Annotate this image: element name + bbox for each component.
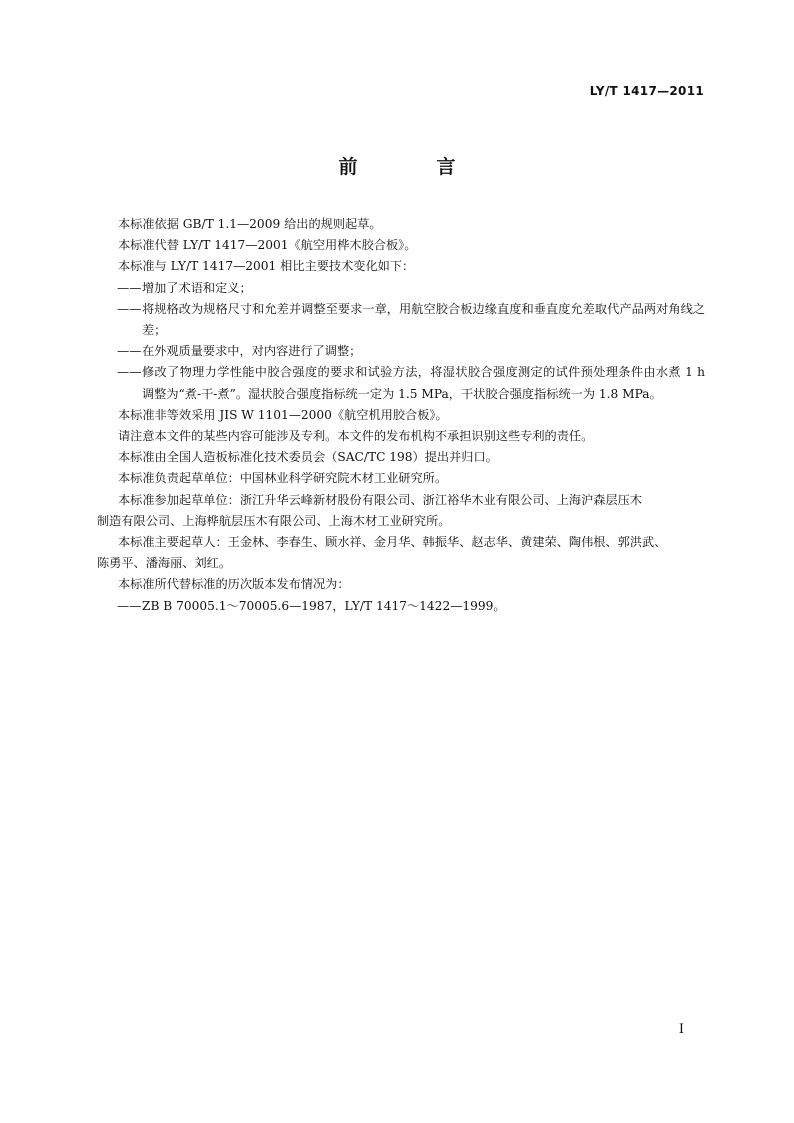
list-item-text: 在外观质量要求中，对内容进行了调整； xyxy=(142,344,362,359)
page-number: I xyxy=(678,1022,684,1037)
paragraph-changes-intro: 本标准与 LY/T 1417—2001 相比主要技术变化如下： xyxy=(118,259,415,274)
paragraph-drafters-cont: 陈勇平、潘海丽、刘红。 xyxy=(97,556,232,571)
list-item xyxy=(117,362,705,404)
paragraph-drafting-rules: 本标准依据 GB/T 1.1—2009 给出的规则起草。 xyxy=(118,217,382,231)
paragraph-lead-drafter: 本标准负责起草单位：中国林业科学研究院木材工业研究所。 xyxy=(118,471,448,486)
list-item-text: ZB B 70005.1～70005.6—1987，LY/T 1417～1422—1999。 xyxy=(142,598,506,613)
dash-mark: —— xyxy=(117,344,142,359)
dash-mark: —— xyxy=(117,365,142,380)
page-title: 前 言 xyxy=(338,156,486,178)
dash-mark: —— xyxy=(117,301,142,316)
standard-code: LY/T 1417—2011 xyxy=(589,84,704,98)
paragraph-drafters: 本标准主要起草人：王金林、李春生、顾水祥、金月华、韩振华、赵志华、黄建荣、陶伟根、郭洪武、 xyxy=(118,535,667,550)
foreword-body xyxy=(97,214,705,617)
paragraph-history-intro: 本标准所代替标准的历次版本发布情况为： xyxy=(118,577,350,592)
paragraph-participants-cont: 制造有限公司、上海桦航层压木有限公司、上海木材工业研究所。 xyxy=(97,513,451,528)
dash-mark: —— xyxy=(117,598,142,613)
list-item-text: 修改了物理力学性能中胶合强度的要求和试验方法，将湿状胶合强度测定的试件预处理条件由水煮 1 h 调整为“煮-干-煮”。湿状胶合强度指标统一定为 1.5 MPa，干状胶合强度指标统一为 1.8 MPa。 xyxy=(142,365,705,401)
list-item xyxy=(117,278,705,299)
paragraph-participants: 本标准参加起草单位：浙江升华云峰新材股份有限公司、浙江裕华木业有限公司、上海沪森层压木 xyxy=(118,492,643,507)
list-item xyxy=(117,596,705,617)
paragraph-jis-reference: 本标准非等效采用 JIS W 1101—2000《航空机用胶合板》。 xyxy=(118,407,448,422)
paragraph-patent-notice: 请注意本文件的某些内容可能涉及专利。本文件的发布机构不承担识别这些专利的责任。 xyxy=(118,429,594,444)
paragraph-proposer: 本标准由全国人造板标准化技术委员会（SAC/TC 198）提出并归口。 xyxy=(118,450,498,465)
list-item xyxy=(117,299,705,341)
dash-mark: —— xyxy=(117,280,142,295)
list-item-text: 将规格改为规格尺寸和允差并调整至要求一章，用航空胶合板边缘直度和垂直度允差取代产品两对角线之差； xyxy=(142,301,705,338)
list-item xyxy=(117,341,705,362)
paragraph-replaces: 本标准代替 LY/T 1417—2001《航空用桦木胶合板》。 xyxy=(118,238,417,253)
list-item-text: 增加了术语和定义； xyxy=(142,280,252,295)
